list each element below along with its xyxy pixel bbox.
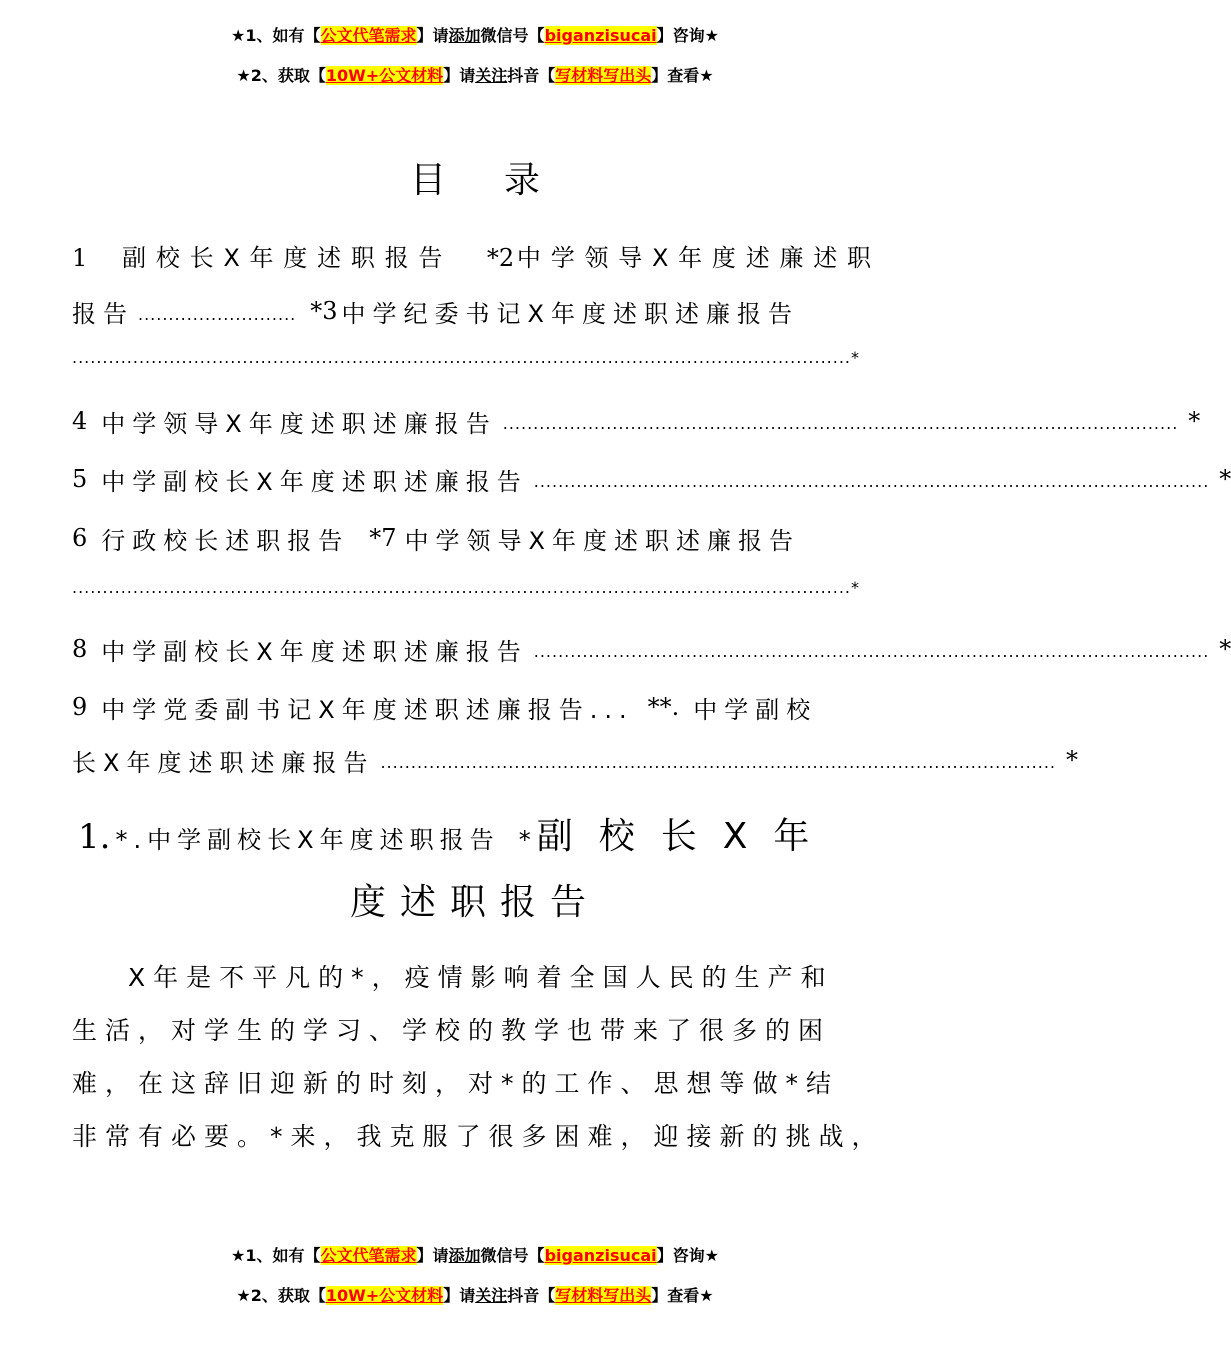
toc-entry-10[interactable]: 长X年度述职述廉报告 ............................................................................................................... * [72, 746, 1078, 777]
highlight-douyin: 写材料写出头 [555, 66, 652, 85]
toc-entry-9[interactable]: 9 中学党委副书记X年度述职述廉报告... **. 中学副校 [72, 693, 818, 724]
toc-entry-5[interactable]: 5 中学副校长X年度述职述廉报告 ............................................................................................................... * [72, 465, 1231, 496]
toc-entry-6-7[interactable]: 6 行政校长述职报告 *7 中学领导X年度述职述廉报告 [72, 524, 801, 555]
section-heading-line2: 度述职报告 [349, 882, 600, 923]
toc-title: 目录 [409, 160, 598, 201]
toc-entry-1[interactable]: 1 副校长X年度述职报告 *2中学领导X年度述廉述职 [72, 244, 878, 272]
toc-entry-8[interactable]: 8 中学副校长X年度述职述廉报告 ............................................................................................................... * [72, 635, 1231, 666]
promo-banner-footer-line1: ★1、如有【公文代笔需求】请添加微信号【biganzisucai】咨询★ [231, 1246, 719, 1265]
highlight-service: 公文代笔需求 [320, 26, 417, 45]
body-line-1: X年是不平凡的*，疫情影响着全国人民的生产和 [128, 963, 834, 992]
body-line-3: 难，在这辞旧迎新的时刻，对*的工作、思想等做*结 [72, 1069, 840, 1098]
toc-leader-7: ................................................................................................................................* [72, 578, 860, 597]
highlight-materials: 10W+公文材料 [325, 66, 444, 85]
body-line-2: 生活，对学生的学习、学校的教学也带来了很多的困 [72, 1016, 832, 1045]
section-heading: 1. *.中学副校长X年度述职报告 *副校长X年 [78, 816, 836, 857]
toc-entry-4[interactable]: 4 中学领导X年度述职述廉报告 ............................................................................................................... * [72, 407, 1201, 438]
body-line-4: 非常有必要。*来，我克服了很多困难，迎接新的挑战， [72, 1122, 885, 1151]
promo-banner-line2: ★2、获取【10W+公文材料】请关注抖音【写材料写出头】查看★ [236, 66, 714, 85]
toc-entry-2-3[interactable]: 报告 .......................... *3 中学纪委书记X年度述职述廉报告 [72, 297, 799, 328]
promo-banner-line1: ★1、如有【公文代笔需求】请添加微信号【biganzisucai】咨询★ [231, 26, 719, 45]
promo-banner-footer-line2: ★2、获取【10W+公文材料】请关注抖音【写材料写出头】查看★ [236, 1286, 714, 1305]
toc-leader-3: ................................................................................................................................* [72, 348, 860, 367]
highlight-wechat-id: biganzisucai [544, 26, 657, 45]
